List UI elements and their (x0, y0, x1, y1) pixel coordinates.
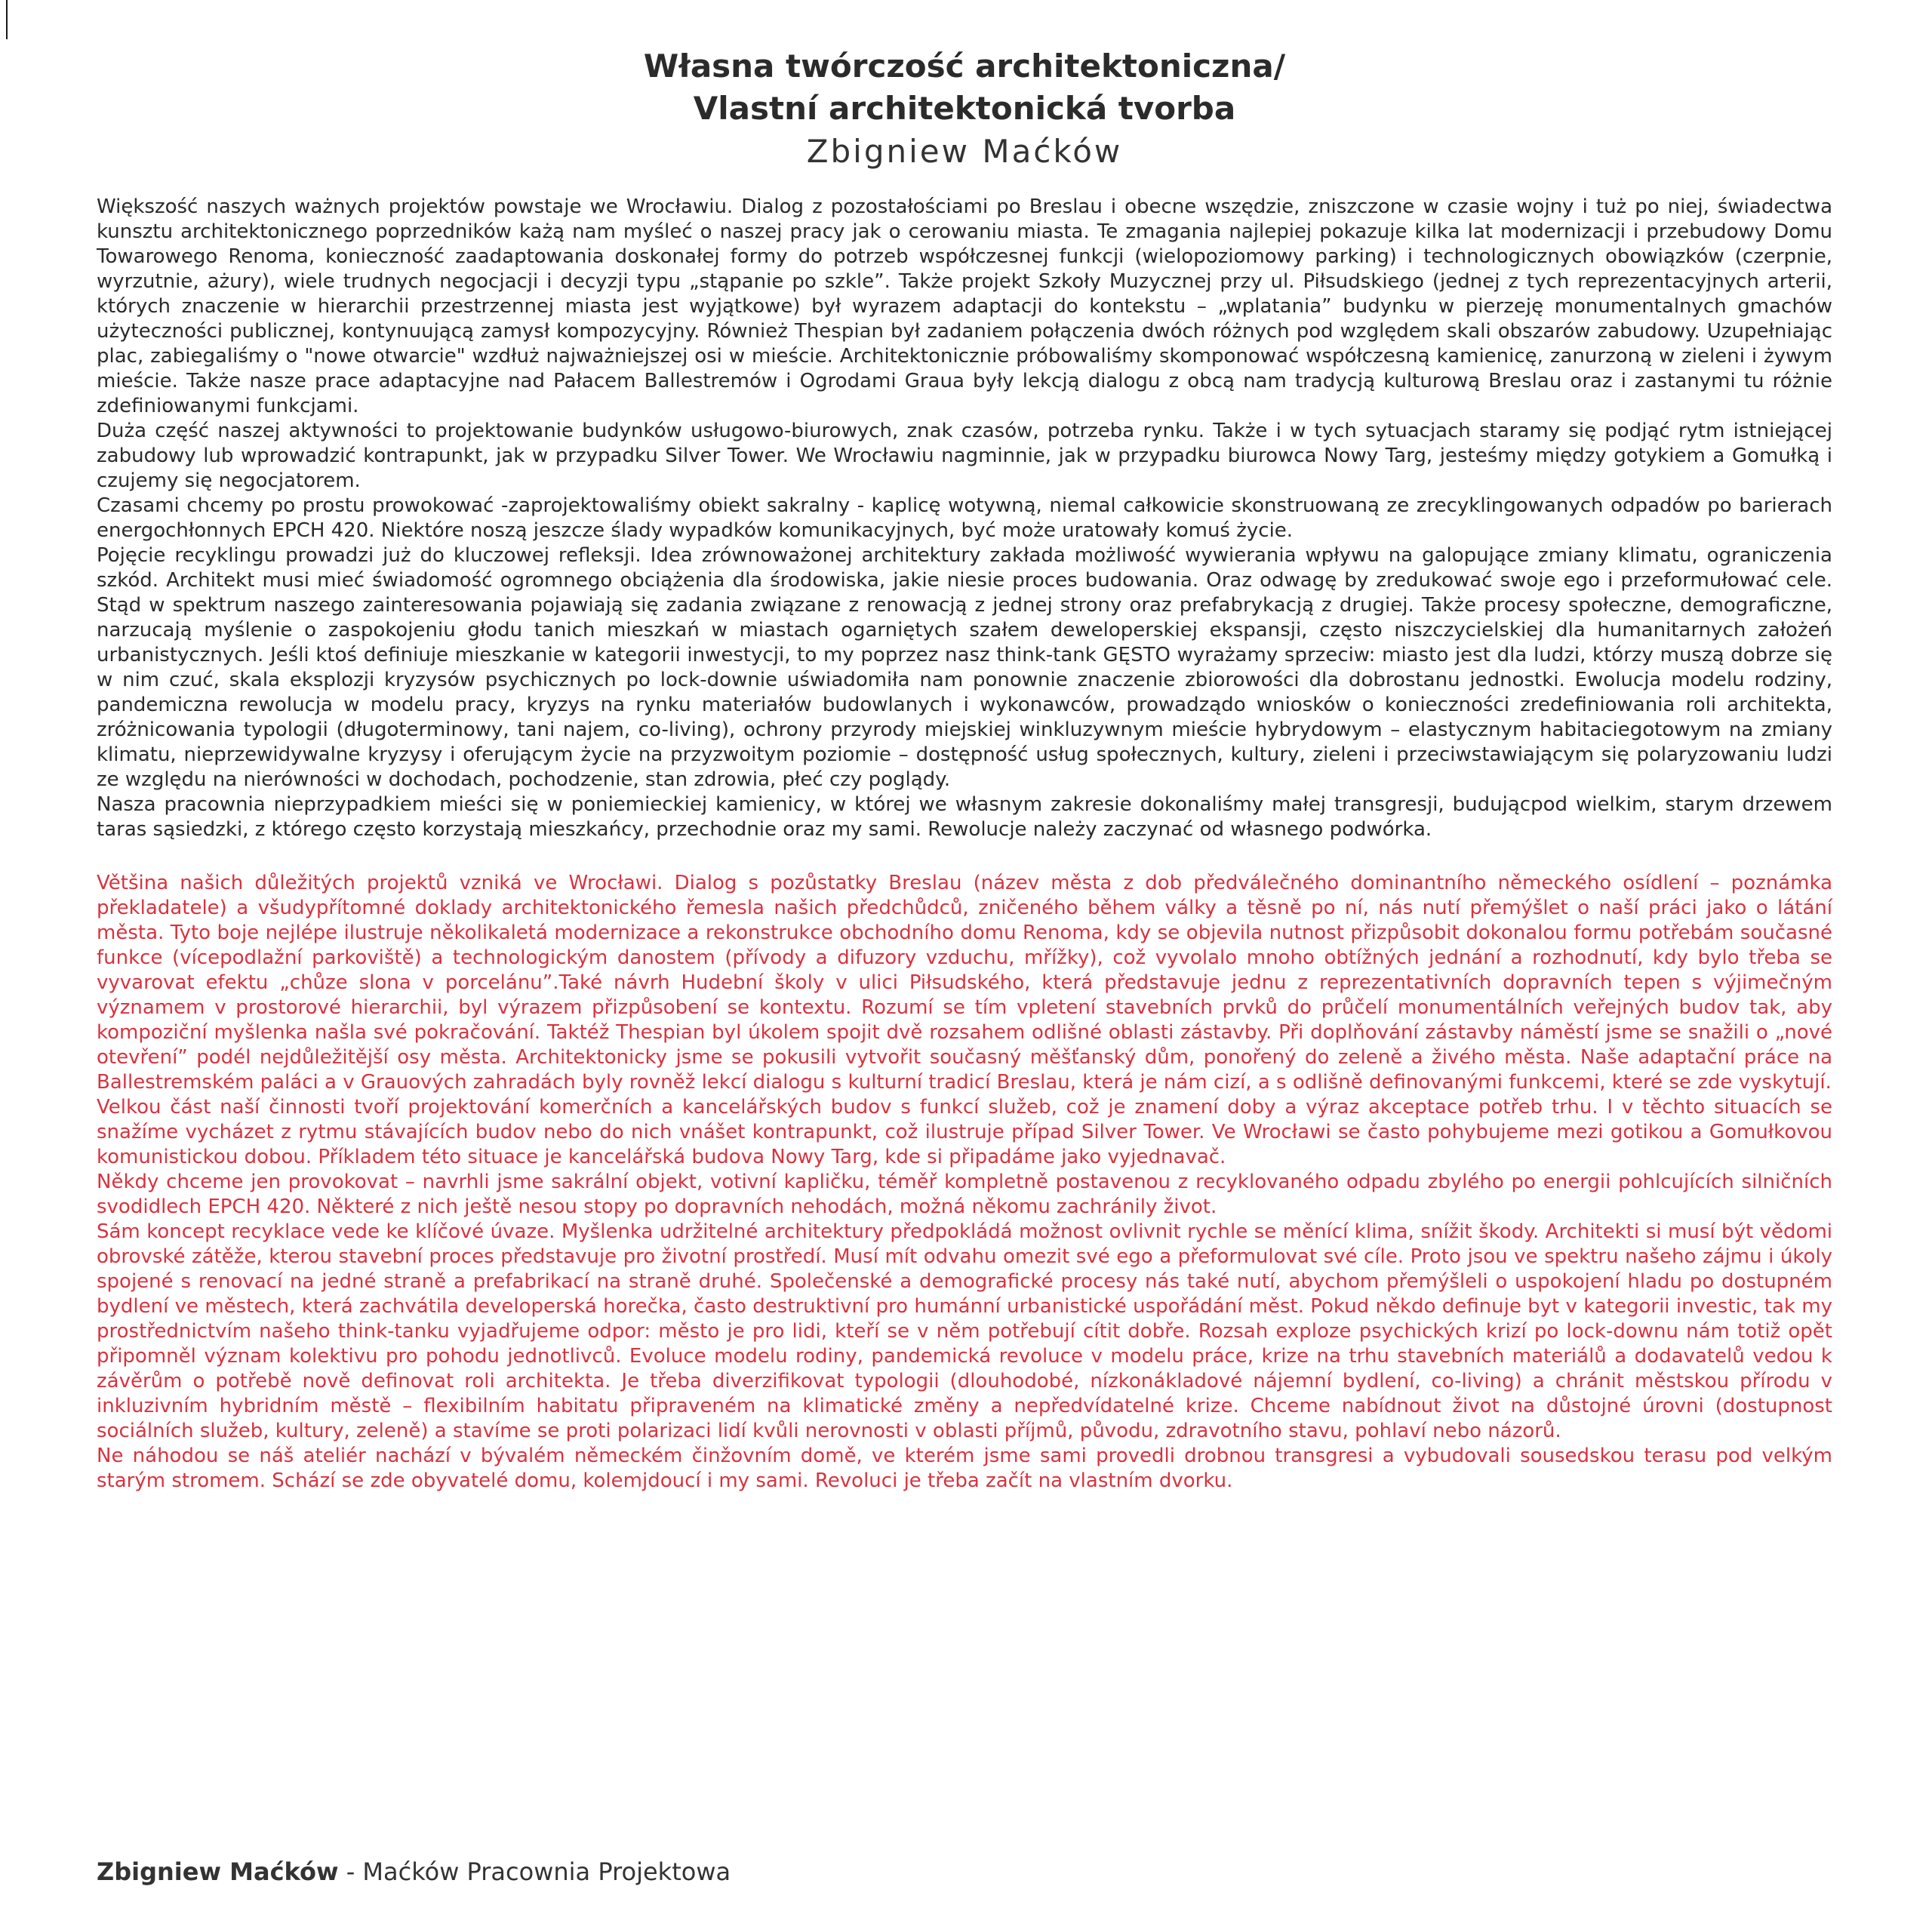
czech-paragraph-3: Někdy chceme jen provokovat – navrhli jsme sakrální objekt, votivní kapličku, téměř kompletně postavenou z recyklovaného odpadu zbylého po energii pohlcujících silničních svodidlech EPCH 420. Některé z nich ještě nesou stopy po dopravních nehodách, možná někomu zachránily život. (97, 1171, 1832, 1218)
document-header (97, 45, 1832, 174)
page-edge-mark (6, 0, 8, 39)
polish-section (97, 195, 1832, 842)
author-heading: Zbigniew Maćków (806, 133, 1123, 170)
czech-section (97, 871, 1832, 1494)
polish-paragraph-5: Nasza pracownia nieprzypadkiem mieści się w poniemieckiej kamienicy, w której we własnym zakresie dokonaliśmy małej transgresji, budującpod wielkim, starym drzewem taras sąsiedzki, z którego często korzystają mieszkańcy, przechodnie oraz my sami. Rewolucje należy zaczynać od własnego podwórka. (97, 793, 1832, 841)
title-czech: Vlastní architektonická tvorba (693, 90, 1236, 127)
polish-paragraph-1: Większość naszych ważnych projektów powstaje we Wrocławiu. Dialog z pozostałościami po Breslau i obecne wszędzie, zniszczone w czasie wojny i tuż po niej, świadectwa kunsztu architektonicznego poprzedników każą nam myśleć o naszej pracy jak o cerowaniu miasta. Te zmagania najlepiej pokazuje kilka lat modernizacji i przebudowy Domu Towarowego Renoma, konieczność zaadaptowania doskonałej formy do potrzeb współczesnej funkcji (wielopoziomowy parking) i technologicznych obowiązków (czerpnie, wyrzutnie, ażury), wiele trudnych negocjacji i decyzji typu „stąpanie po szkle”. Także projekt Szkoły Muzycznej przy ul. Piłsudskiego (jednej z tych reprezentacyjnych arterii, których znaczenie w hierarchii przestrzennej miasta jest wyjątkowe) był wyrazem adaptacji do kontekstu – „wplatania” budynku w pierzeję monumentalnych gmachów użyteczności publicznej, kontynuującą zamysł kompozycyjny. Również Thespian był zadaniem połączenia dwóch różnych pod względem skali obszarów zabudowy. Uzupełniając plac, zabiegaliśmy o "nowe otwarcie" wzdłuż najważniejszej osi w mieście. Architektonicznie próbowaliśmy skomponować współczesną kamienicę, zanurzoną w zieleni i żywym mieście. Także nasze prace adaptacyjne nad Pałacem Ballestremów i Ogrodami Graua były lekcją dialogu z obcą nam tradycją kulturową Breslau oraz i zastanymi tu różnie zdefiniowanymi funkcjami. (97, 195, 1832, 417)
czech-paragraph-2: Velkou část naší činnosti tvoří projektování komerčních a kancelářských budov s funkcí služeb, což je znamení doby a výraz akceptace potřeb trhu. I v těchto situacích se snažíme vycházet z rytmu stávajících budov nebo do nich vnášet kontrapunkt, což ilustruje případ Silver Tower. Ve Wrocławi se často pohybujeme mezi gotikou a Gomułkovou komunistickou dobou. Příkladem této situace je kancelářská budova Nowy Targ, kde si připadáme jako vyjednavač. (97, 1096, 1832, 1168)
document-page (97, 45, 1832, 1887)
czech-paragraph-4: Sám koncept recyklace vede ke klíčové úvaze. Myšlenka udržitelné architektury předpokládá možnost ovlivnit rychle se měnící klima, snížit škody. Architekti si musí být vědomi obrovské zátěže, kterou stavební proces představuje pro životní prostředí. Musí mít odvahu omezit své ego a přeformulovat své cíle. Proto jsou ve spektru našeho zájmu i úkoly spojené s renovací na jedné straně a prefabrikací na straně druhé. Společenské a demografické procesy nás také nutí, abychom přemýšleli o uspokojení hladu po dostupném bydlení ve městech, která zachvátila developerská horečka, často destruktivní pro humánní urbanistické uspořádání měst. Pokud někdo definuje byt v kategorii investic, tak my prostřednictvím našeho think-tanku vyjadřujeme odpor: město je pro lidi, kteří se v něm potřebují cítit dobře. Rozsah exploze psychických krizí po lock-downu nám totiž opět připomněl význam kolektivu pro pohodu jednotlivců. Evoluce modelu rodiny, pandemická revoluce v modelu práce, krize na trhu stavebních materiálů a dodavatelů vedou k závěrům o potřebě nově definovat roli architekta. Je třeba diverzifikovat typologii (dlouhodobé, nízkonákladové nájemní bydlení, co-living) a chránit městskou přírodu v inkluzivním hybridním městě – flexibilním habitatu připraveném na klimatické změny a nepředvídatelné krize. Chceme nabídnout život na důstojné úrovni (dostupnost sociálních služeb, kultury, zeleně) a stavíme se proti polarizaci lidí kvůli nerovnosti v oblasti příjmů, původu, zdravotního stavu, pohlaví nebo názorů. (97, 1220, 1832, 1442)
czech-paragraph-5: Ne náhodou se náš ateliér nachází v bývalém německém činžovním domě, ve kterém jsme sami provedli drobnou transgresi a vybudovali sousedskou terasu pod velkým starým stromem. Schází se zde obyvatelé domu, kolemjdoucí i my sami. Revoluci je třeba začít na vlastním dvorku. (97, 1445, 1832, 1492)
footer-separator: - (338, 1857, 363, 1886)
czech-paragraph-1: Většina našich důležitých projektů vzniká ve Wrocławi. Dialog s pozůstatky Breslau (název města z dob předválečného dominantního německého osídlení – poznámka překladatele) a všudypřítomné doklady architektonického řemesla našich předchůdců, zničeného během války a těsně po ní, nás nutí přemýšlet o naší práci jako o látání města. Tyto boje nejlépe ilustruje několikaletá modernizace a rekonstrukce obchodního domu Renoma, kdy se objevila nutnost přizpůsobit dokonalou formu potřebám současné funkce (vícepodlažní parkoviště) a technologickým danostem (přívody a difuzory vzduchu, mřížky), což vyvolalo mnoho obtížných jednání a rozhodnutí, kdy bylo třeba se vyvarovat efektu „chůze slona v porcelánu”.Také návrh Hudební školy v ulici Piłsudského, která představuje jednu z reprezentativních dopravních tepen s výjimečným významem v prostorové hierarchii, byl výrazem přizpůsobení se kontextu. Rozumí se tím vpletení stavebních prvků do průčelí monumentálních veřejných budov tak, aby kompoziční myšlenka našla své pokračování. Taktéž Thespian byl úkolem spojit dvě rozsahem odlišné oblasti zástavby. Při doplňování zástavby náměstí jsme se snažili o „nové otevření” podél nejdůležitější osy města. Architektonicky jsme se pokusili vytvořit současný měšťanský dům, ponořený do zeleně a živého města. Naše adaptační práce na Ballestremském paláci a v Grauových zahradách byly rovněž lekcí dialogu s kulturní tradicí Breslau, která je nám cizí, a s odlišně definovanými funkcemi, které se zde vyskytují. (97, 872, 1832, 1094)
footer-author-name: Zbigniew Maćków (97, 1857, 339, 1886)
document-footer (97, 1857, 731, 1887)
polish-paragraph-4: Pojęcie recyklingu prowadzi już do kluczowej refleksji. Idea zrównoważonej architektury zakłada możliwość wywierania wpływu na galopujące zmiany klimatu, ograniczenia szkód. Architekt musi mieć świadomość ogromnego obciążenia dla środowiska, jakie niesie proces budowania. Oraz odwagę by zredukować swoje ego i przeformułować cele. Stąd w spektrum naszego zainteresowania pojawiają się zadania związane z renowacją z jednej strony oraz prefabrykacją z drugiej. Także procesy społeczne, demograficzne, narzucają myślenie o zaspokojeniu głodu tanich mieszkań w miastach ogarniętych szałem deweloperskiej ekspansji, często niszczycielskiej dla humanitarnych założeń urbanistycznych. Jeśli ktoś definiuje mieszkanie w kategorii inwestycji, to my poprzez nasz think-tank GĘSTO wyrażamy sprzeciw: miasto jest dla ludzi, którzy muszą dobrze się w nim czuć, skala eksplozji kryzysów psychicznych po lock-downie uświadomiła nam ponownie znaczenie zbiorowości dla dobrostanu jednostki. Ewolucja modelu rodziny, pandemiczna rewolucja w modelu pracy, kryzys na rynku materiałów budowlanych i wykonawców, prowadządo wniosków o konieczności zredefiniowania roli architekta, zróżnicowania typologii (długoterminowy, tani najem, co-living), ochrony przyrody miejskiej winkluzywnym mieście hybrydowym – elastycznym habitaciegotowym na zmiany klimatu, nieprzewidywalne kryzysy i oferującym życie na przyzwoitym poziomie – dostępność usług społecznych, kultury, zieleni i przeciwstawiającym się polaryzowaniu ludzi ze względu na nierówności w dochodach, pochodzenie, stan zdrowia, płeć czy poglądy. (97, 544, 1832, 791)
section-spacer (97, 842, 1832, 871)
polish-paragraph-2: Duża część naszej aktywności to projektowanie budynków usługowo-biurowych, znak czasów, potrzeba rynku. Także i w tych sytuacjach staramy się podjąć rytm istniejącej zabudowy lub wprowadzić kontrapunkt, jak w przypadku Silver Tower. We Wrocławiu nagminnie, jak w przypadku biurowca Nowy Targ, jesteśmy między gotykiem a Gomułką i czujemy się negocjatorem. (97, 420, 1832, 492)
title-polish: Własna twórczość architektoniczna/ (643, 48, 1286, 85)
polish-paragraph-3: Czasami chcemy po prostu prowokować -zaprojektowaliśmy obiekt sakralny - kaplicę wotywną, niemal całkowicie skonstruowaną ze zrecyklingowanych odpadów po barierach energochłonnych EPCH 420. Niektóre noszą jeszcze ślady wypadków komunikacyjnych, być może uratowały komuś życie. (97, 494, 1832, 542)
footer-studio-name: Maćków Pracownia Projektowa (362, 1857, 731, 1886)
